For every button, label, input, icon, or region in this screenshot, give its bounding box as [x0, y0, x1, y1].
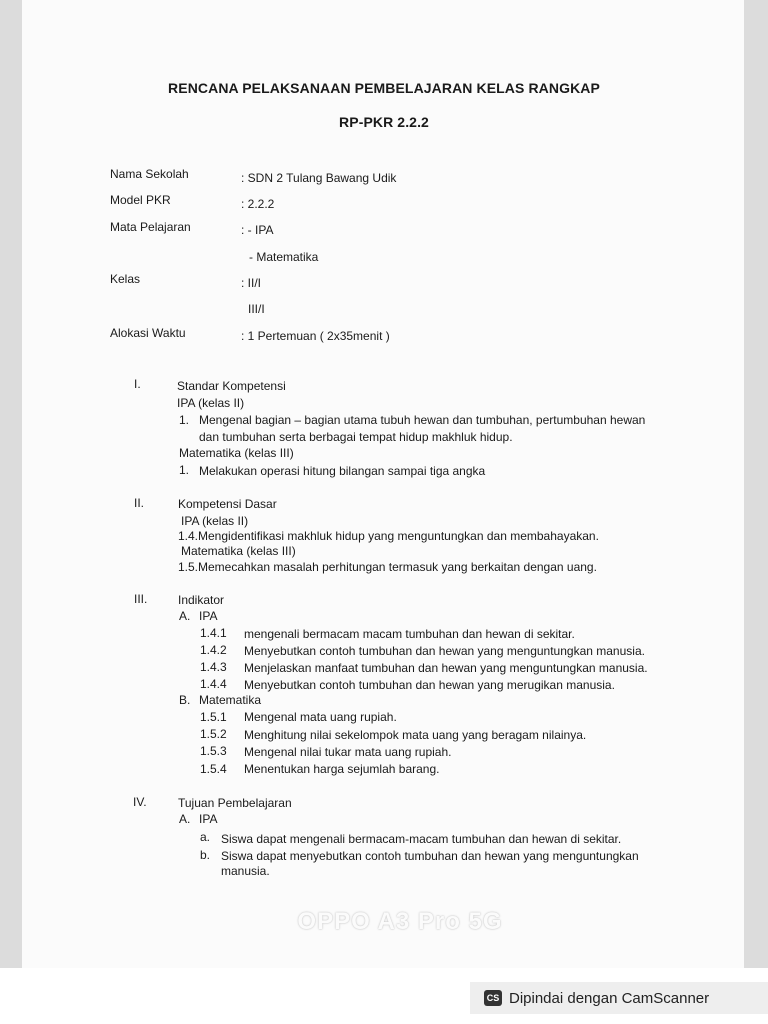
section2-number: II.	[134, 496, 145, 510]
indicator-text: Mengenal mata uang rupiah.	[244, 710, 397, 724]
mapel-value-matematika: - Matematika	[249, 250, 319, 264]
camscanner-badge	[470, 982, 768, 1014]
indicator-number: 1.5.2	[200, 727, 227, 741]
section2-title: Kompetensi Dasar	[178, 497, 277, 511]
indicator-text: Mengenal nilai tukar mata uang rupiah.	[244, 745, 452, 759]
section1-ipa-heading: IPA (kelas II)	[177, 396, 245, 410]
indicator-text: Menyebutkan contoh tumbuhan dan hewan yang menguntungkan manusia.	[244, 644, 645, 658]
indicator-number: 1.4.3	[200, 660, 227, 674]
model-label: Model PKR	[110, 193, 171, 207]
document-title: RENCANA PELAKSANAAN PEMBELAJARAN KELAS RANGKAP	[168, 80, 600, 96]
section3-a-heading: IPA	[199, 609, 218, 623]
waktu-label: Alokasi Waktu	[110, 326, 186, 340]
section1-number: I.	[134, 377, 141, 391]
kelas-value-1: : II/I	[241, 276, 262, 290]
indicator-number: 1.4.2	[200, 643, 227, 657]
document-subtitle: RP-PKR 2.2.2	[339, 114, 429, 130]
section1-ipa-item-line2: dan tumbuhan serta berbagai tempat hidup makhluk hidup.	[199, 430, 513, 444]
camscanner-icon: CS	[484, 990, 502, 1006]
section4-a-heading: IPA	[199, 812, 218, 826]
indicator-number: 1.5.3	[200, 744, 227, 758]
indicator-text: Menentukan harga sejumlah barang.	[244, 762, 440, 776]
goal-text: Siswa dapat menyebutkan contoh tumbuhan dan hewan yang menguntungkan	[221, 849, 639, 863]
indicator-number: 1.5.1	[200, 710, 227, 724]
goal-letter: b.	[200, 848, 211, 862]
section1-mat-heading: Matematika (kelas III)	[179, 446, 294, 460]
section4-title: Tujuan Pembelajaran	[178, 796, 292, 810]
sekolah-value: : SDN 2 Tulang Bawang Udik	[241, 171, 397, 185]
indicator-text: mengenali bermacam macam tumbuhan dan hewan di sekitar.	[244, 627, 575, 641]
section3-title: Indikator	[178, 593, 225, 607]
goal-text: Siswa dapat mengenali bermacam-macam tumbuhan dan hewan di sekitar.	[221, 832, 622, 846]
model-value: : 2.2.2	[241, 197, 275, 211]
section3-b-heading: Matematika	[199, 693, 262, 707]
section1-title: Standar Kompetensi	[177, 379, 286, 393]
indicator-text: Menjelaskan manfaat tumbuhan dan hewan yang menguntungkan manusia.	[244, 661, 648, 675]
section1-ipa-item-line1: Mengenal bagian – bagian utama tubuh hewan dan tumbuhan, pertumbuhan hewan	[199, 413, 646, 427]
section3-number: III.	[134, 592, 148, 606]
section2-mat-item: 1.5.Memecahkan masalah perhitungan termasuk yang berkaitan dengan uang.	[178, 560, 597, 574]
goal-text-continued: manusia.	[221, 864, 270, 878]
mapel-value-ipa: : - IPA	[241, 223, 274, 237]
section3-b-letter: B.	[179, 693, 191, 707]
waktu-value: : 1 Pertemuan ( 2x35menit )	[241, 329, 390, 343]
document-page	[22, 0, 744, 968]
sekolah-label: Nama Sekolah	[110, 167, 189, 181]
indicator-number: 1.5.4	[200, 762, 227, 776]
indicator-number: 1.4.1	[200, 626, 227, 640]
section2-ipa-heading: IPA (kelas II)	[181, 514, 249, 528]
indicator-text: Menghitung nilai sekelompok mata uang yang beragam nilainya.	[244, 728, 587, 742]
indicator-number: 1.4.4	[200, 677, 227, 691]
section4-a-letter: A.	[179, 812, 191, 826]
section1-mat-item-text: Melakukan operasi hitung bilangan sampai tiga angka	[199, 464, 486, 478]
mapel-label: Mata Pelajaran	[110, 220, 191, 234]
section2-mat-heading: Matematika (kelas III)	[181, 544, 296, 558]
indicator-text: Menyebutkan contoh tumbuhan dan hewan yang merugikan manusia.	[244, 678, 615, 692]
camera-watermark: OPPO A3 Pro 5G	[297, 908, 503, 935]
kelas-label: Kelas	[110, 272, 141, 286]
camscanner-label: Dipindai dengan CamScanner	[509, 989, 710, 1007]
section1-ipa-item-number: 1.	[179, 413, 190, 427]
section4-number: IV.	[133, 795, 147, 809]
section1-mat-item-number: 1.	[179, 463, 190, 477]
section3-a-letter: A.	[179, 609, 191, 623]
section2-ipa-item: 1.4.Mengidentifikasi makhluk hidup yang menguntungkan dan membahayakan.	[178, 529, 599, 543]
kelas-value-2: III/I	[248, 302, 265, 316]
goal-letter: a.	[200, 830, 211, 844]
